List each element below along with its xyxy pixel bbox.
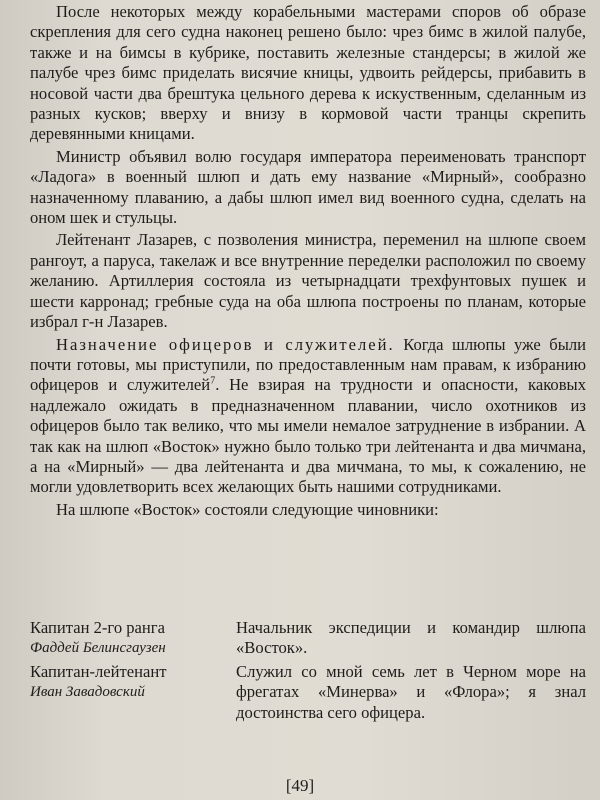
paragraph-4 bbox=[30, 335, 586, 498]
crew-name: Иван Завадовский bbox=[30, 684, 145, 701]
paragraph-2: Министр объявил волю государя императора переименовать транспорт «Ладога» в военный шлюп и дать ему название «Мирный», сообразно назначенному плаванию, а дабы шлюп имел вид военного судна, сделать на оном шек и стульцы. bbox=[30, 146, 586, 228]
paragraph-1: После некоторых между корабельными мастерами споров об образе скрепления для сего судна наконец решено было: чрез бимс в жилой палубе, также и на бимсы в кубрике, поставить железные стандерсы; в жилой же палубе чрез бимс приделать висячие кницы, удвоить рейдерсы, прибавить в носовой части два брештука цельного дерева к искуственным, сделанным из разных кусков; вверху и внизу в кормовой части транцы скрепить деревянными кницами. bbox=[30, 2, 586, 144]
page-number: [49] bbox=[285, 776, 315, 795]
crew-description: Служил со мной семь лет в Черном море на фрегатах «Минерва» и «Флора»; я знал достоинства сего офицера. bbox=[236, 662, 586, 722]
paragraph-4-text-b: . Не взирая на трудности и опасности, каковых надлежало ожидать в предназначенном плавании, число охотников из офицеров было так велико, что мы имели немалое затруднение в избрании. А так как на шлюп «Восток» нужно было только три лейтенанта и два мичмана, а на «Мирный» — два лейтенанта и два мичмана, то мы, к сожалению, не могли удовлетворить всех желающих быть нашими сотрудниками. bbox=[30, 375, 586, 497]
crew-rank: Капитан 2-го ранга bbox=[30, 618, 165, 637]
footnote-marker: 7 bbox=[210, 375, 216, 387]
section-heading: Назначение офицеров и служителей. bbox=[56, 334, 395, 354]
paragraph-4-text-a: Когда шлюпы уже были почти готовы, мы приступили, по предоставленным нам правам, к избранию офицеров и служителей bbox=[30, 334, 586, 395]
crew-rank-cell bbox=[30, 662, 236, 723]
crew-description: Начальник экспедиции и командир шлюпа «Восток». bbox=[236, 618, 586, 658]
paragraph-3: Лейтенант Лазарев, с позволения министра, переменил на шлюпе своем рангоут, а паруса, такелаж и все внутренние переделки расположил по своему желанию. Артиллерия состояла из четырнадцати трехфунтовых пушек и шести карронад; гребные суда на оба шлюпа построены по планам, которые избрал г-н Лазарев. bbox=[30, 230, 586, 332]
main-text bbox=[30, 2, 586, 520]
paragraph-5: На шлюпе «Восток» состояли следующие чиновники: bbox=[56, 499, 439, 519]
crew-entry bbox=[30, 662, 586, 723]
crew-entry bbox=[30, 618, 586, 659]
crew-name: Фаддей Белинсгаузен bbox=[30, 640, 166, 657]
crew-rank-cell bbox=[30, 618, 236, 659]
crew-rank: Капитан-лейтенант bbox=[30, 662, 167, 681]
